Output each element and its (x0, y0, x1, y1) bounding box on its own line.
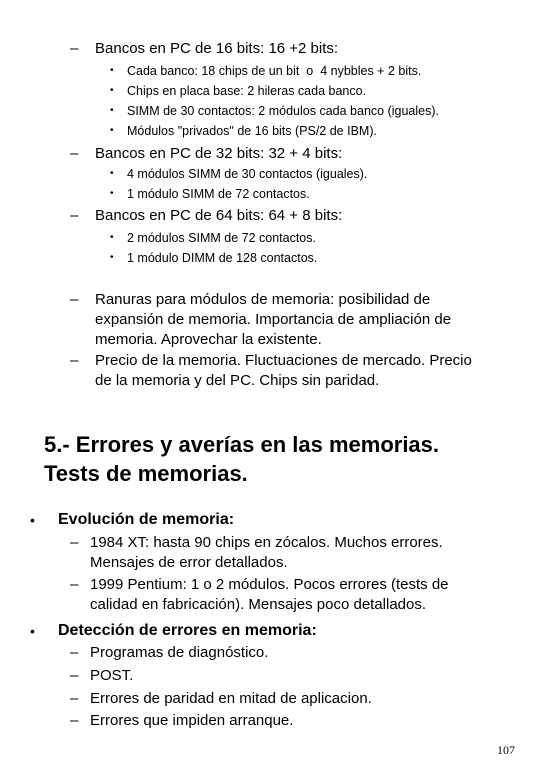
sub-list-item-text: 1 módulo SIMM de 72 contactos. (127, 187, 310, 201)
dash-marker: – (70, 352, 79, 369)
section-heading-line: 5.- Errores y averías en las memorias. (44, 432, 440, 457)
list-item-text: Errores que impiden arranque. (90, 712, 294, 729)
list-item-text: Programas de diagnóstico. (90, 644, 269, 661)
dash-marker: – (70, 291, 79, 308)
dash-marker: – (70, 644, 79, 661)
list-item-text: Ranuras para módulos de memoria: posibilidad de (95, 291, 431, 308)
bullet-marker: • (30, 623, 35, 639)
bullet-marker: • (110, 105, 114, 116)
dash-marker: – (70, 712, 79, 729)
bullet-marker: • (30, 512, 35, 528)
sub-list-item-text: 4 módulos SIMM de 30 contactos (iguales). (127, 167, 368, 181)
list-item-text: calidad en fabricación). Mensajes poco detallados. (90, 596, 427, 613)
bullet-marker: • (110, 252, 114, 263)
dash-marker: – (70, 576, 79, 593)
dash-marker: – (70, 534, 79, 551)
sub-list-item-text: Cada banco: 18 chips de un bit o 4 nybbles + 2 bits. (127, 64, 422, 78)
sub-list-item-text: Chips en placa base: 2 hileras cada banco. (127, 84, 367, 98)
bullet-marker: • (110, 85, 114, 96)
bullet-marker: • (110, 168, 114, 179)
dash-marker: – (70, 207, 79, 224)
list-item-text: 1999 Pentium: 1 o 2 módulos. Pocos errores (tests de (90, 576, 449, 593)
page-number: 107 (497, 743, 515, 757)
list-item-text: 1984 XT: hasta 90 chips en zócalos. Muchos errores. (90, 534, 443, 551)
list-item-text: Bancos en PC de 32 bits: 32 + 4 bits: (95, 145, 343, 162)
list-item-text: expansión de memoria. Importancia de ampliación de (95, 311, 452, 328)
list-item-text: Bancos en PC de 64 bits: 64 + 8 bits: (95, 207, 343, 224)
dash-marker: – (70, 667, 79, 684)
sub-list-item-text: 2 módulos SIMM de 72 contactos. (127, 231, 316, 245)
section-heading-line: Tests de memorias. (44, 461, 248, 486)
list-item-text: Precio de la memoria. Fluctuaciones de mercado. Precio (95, 352, 472, 369)
bullet-marker: • (110, 125, 114, 136)
dash-marker: – (70, 690, 79, 707)
list-item-text: memoria. Aprovechar la existente. (95, 331, 322, 348)
section-heading (44, 430, 439, 488)
list-item-text: Bancos en PC de 16 bits: 16 +2 bits: (95, 40, 339, 57)
list-item-text: Errores de paridad en mitad de aplicacion. (90, 690, 372, 707)
dash-marker: – (70, 40, 79, 57)
bullet-item-text: Evolución de memoria: (58, 511, 235, 528)
bullet-marker: • (110, 65, 114, 76)
list-item-text: Mensajes de error detallados. (90, 554, 288, 571)
bullet-marker: • (110, 232, 114, 243)
dash-marker: – (70, 145, 79, 162)
list-item-text: de la memoria y del PC. Chips sin paridad. (95, 372, 380, 389)
sub-list-item-text: Módulos "privados" de 16 bits (PS/2 de IBM). (127, 124, 377, 138)
list-item-text: POST. (90, 667, 134, 684)
sub-list-item-text: 1 módulo DIMM de 128 contactos. (127, 251, 318, 265)
sub-list-item-text: SIMM de 30 contactos: 2 módulos cada banco (iguales). (127, 104, 439, 118)
bullet-marker: • (110, 188, 114, 199)
bullet-item-text: Detección de errores en memoria: (58, 622, 317, 639)
